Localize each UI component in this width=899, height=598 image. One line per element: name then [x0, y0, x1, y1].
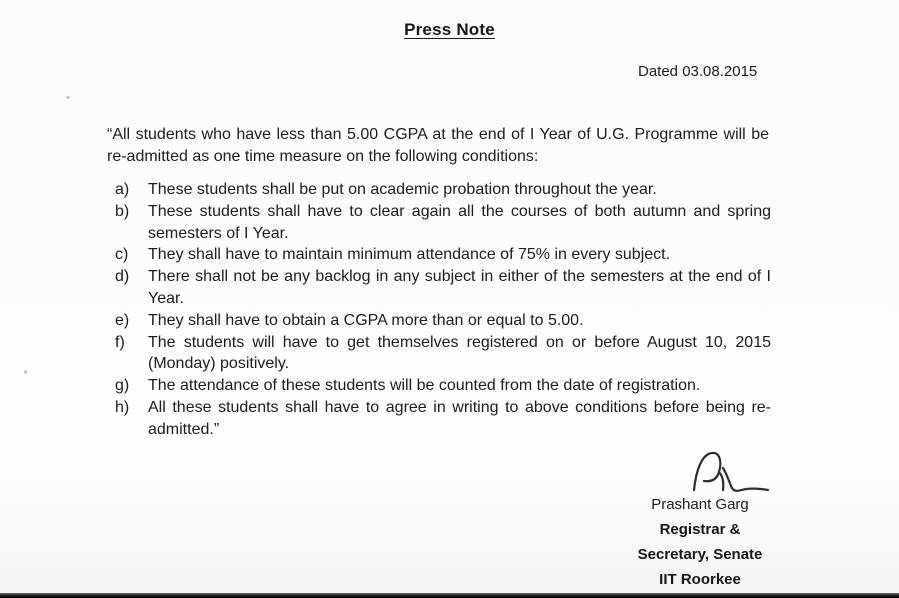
list-item	[115, 375, 771, 397]
scan-edge	[0, 593, 899, 598]
document-date: Dated 03.08.2015	[638, 63, 758, 80]
list-item	[115, 179, 771, 201]
list-item-label: g)	[115, 377, 130, 395]
list-item-label: b)	[115, 202, 130, 220]
list-item	[115, 244, 771, 266]
list-item-text: All these students shall have to agree in writing to above conditions before being re-admitted.”	[148, 398, 771, 438]
list-item	[115, 397, 771, 441]
list-item-text: The attendance of these students will be counted from the date of registration.	[148, 377, 701, 395]
list-item-label: h)	[115, 398, 130, 416]
intro-paragraph: “All students who have less than 5.00 CGPA at the end of I Year of U.G. Programme will be re-admitted as one time measure on the following conditions:	[107, 126, 769, 165]
list-item-label: f)	[115, 333, 125, 351]
list-item-label: a)	[115, 181, 130, 198]
list-item-text: There shall not be any backlog in any subject in either of the semesters at the end of I Year.	[148, 268, 771, 307]
list-item-label: c)	[115, 246, 129, 264]
list-item-text: The students will have to get themselves registered on or before August 10, 2015 (Monday) positively.	[148, 333, 771, 373]
list-item-text: These students shall have to clear again all the courses of both autumn and spring semesters of I Year.	[148, 202, 771, 242]
scan-speckle	[23, 370, 27, 375]
list-item	[115, 310, 771, 332]
list-item-label: e)	[115, 311, 130, 329]
list-item-text: These students shall be put on academic probation throughout the year.	[148, 181, 657, 198]
signatory-name: Prashant Garg	[651, 496, 749, 513]
signatory-role-registrar: Registrar &	[659, 521, 741, 538]
signature-icon	[688, 448, 774, 496]
scan-speckle	[66, 96, 70, 99]
list-item-text: They shall have to obtain a CGPA more than or equal to 5.00.	[148, 311, 584, 329]
list-item-label: d)	[115, 268, 130, 286]
signatory-role-secretary: Secretary, Senate	[637, 546, 763, 563]
signature-block	[610, 448, 790, 588]
signatory-org: IIT Roorkee	[659, 571, 741, 588]
list-item	[115, 201, 771, 245]
list-item	[115, 266, 771, 310]
list-item-text: They shall have to maintain minimum attendance of 75% in every subject.	[148, 246, 671, 264]
list-item	[115, 332, 771, 376]
conditions-list	[115, 179, 771, 441]
document-title: Press Note	[404, 20, 495, 39]
